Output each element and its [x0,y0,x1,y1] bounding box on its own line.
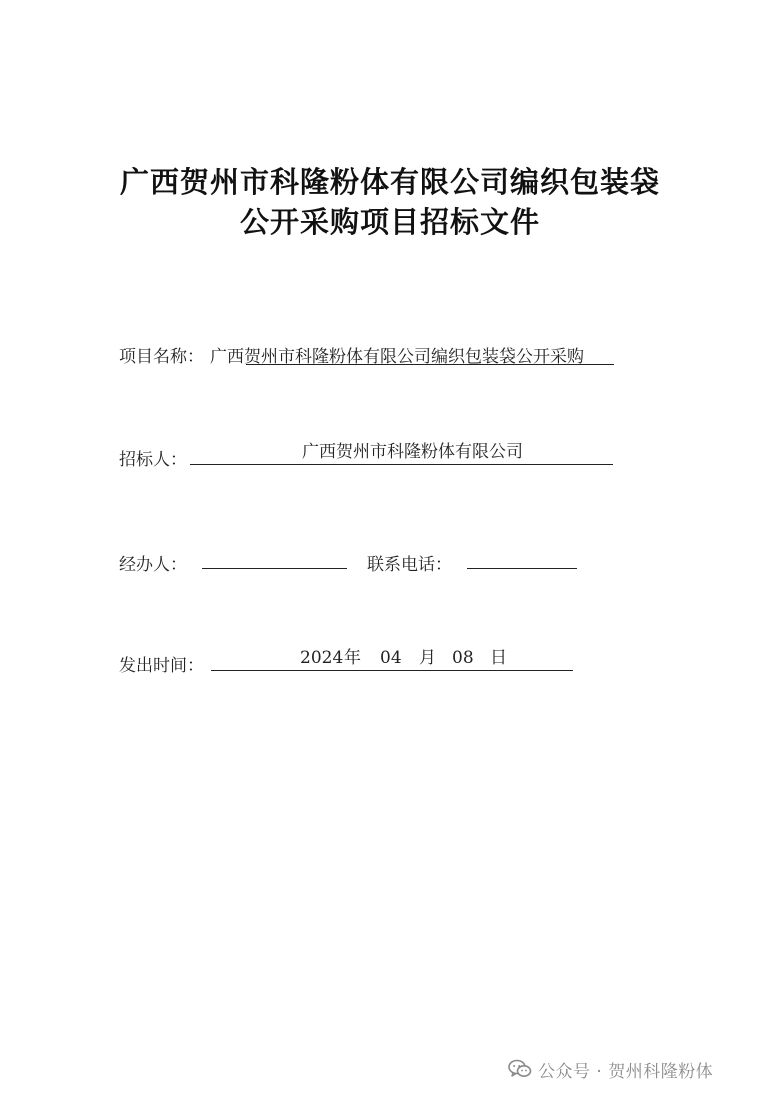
watermark [508,1056,713,1082]
project-name-field [206,342,614,367]
issue-date-year-unit: 年 [344,648,361,668]
issue-date-day-unit: 日 [490,648,507,668]
issue-date-field [211,648,573,671]
issue-date-year: 2024 [300,648,344,668]
handler-label: 经办人： [119,555,187,575]
project-name-value: 广西贺州市科隆粉体有限公司编织包装袋公开采购 [210,347,584,367]
watermark-text: 公众号 · 贺州科隆粉体 [538,1061,714,1082]
handler-field [202,546,347,569]
document-title-line1: 广西贺州市科隆粉体有限公司编织包装袋 [119,165,660,199]
tenderer-field [190,442,613,465]
phone-label: 联系电话： [367,555,452,575]
tenderer-value: 广西贺州市科隆粉体有限公司 [302,442,523,462]
issue-date-month: 04 [380,648,402,668]
project-name-label: 项目名称： [119,347,204,367]
document-title-line2: 公开采购项目招标文件 [239,205,540,239]
project-name-underline [246,364,614,365]
wechat-icon [508,1059,532,1079]
issue-date-label: 发出时间： [119,656,204,676]
tenderer-label: 招标人： [119,450,187,470]
phone-field [467,546,577,569]
issue-date-month-unit: 月 [419,648,436,668]
issue-date-day: 08 [452,648,474,668]
